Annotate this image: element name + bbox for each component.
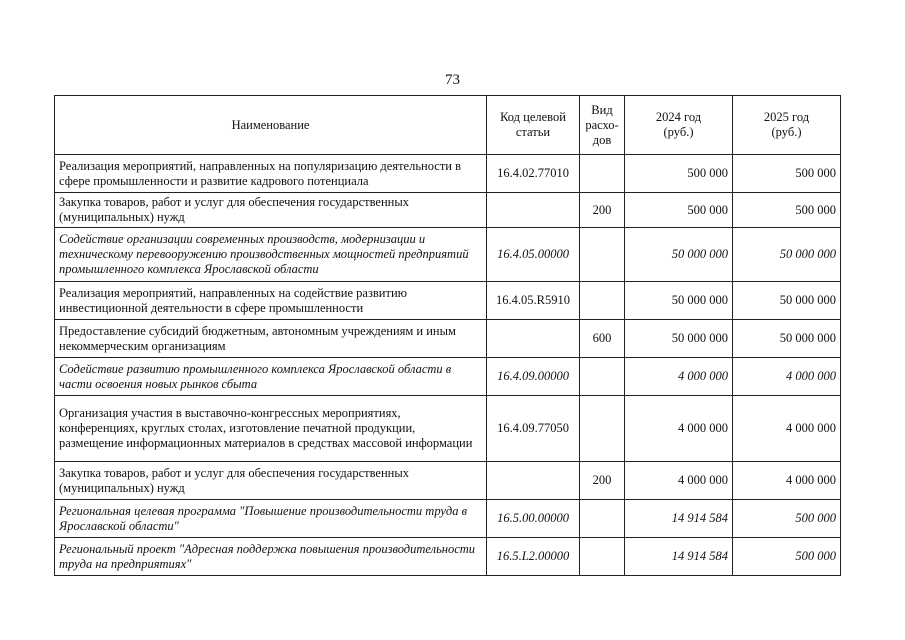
row-amount-2025: 4 000 000 <box>733 396 841 462</box>
row-name: Реализация мероприятий, направленных на содействие развитию инвестиционной деятельности в сфере промышленности <box>55 282 487 320</box>
table-row <box>55 538 841 576</box>
row-amount-2025: 500 000 <box>733 538 841 576</box>
row-amount-2024: 50 000 000 <box>625 228 733 282</box>
row-amount-2024: 50 000 000 <box>625 320 733 358</box>
row-amount-2024: 4 000 000 <box>625 462 733 500</box>
row-code <box>487 193 580 228</box>
row-expense-type: 200 <box>580 193 625 228</box>
row-code: 16.4.05.R5910 <box>487 282 580 320</box>
row-expense-type: 600 <box>580 320 625 358</box>
row-amount-2025: 500 000 <box>733 155 841 193</box>
row-amount-2025: 4 000 000 <box>733 462 841 500</box>
page-number: 73 <box>445 72 460 88</box>
row-name: Содействие организации современных производств, модернизации и техническому перевооружению производственных мощностей предприятий промышленного комплекса Ярославской области <box>55 228 487 282</box>
row-expense-type <box>580 358 625 396</box>
table-row <box>55 155 841 193</box>
row-amount-2024: 14 914 584 <box>625 538 733 576</box>
table-row <box>55 358 841 396</box>
row-code <box>487 462 580 500</box>
table-row <box>55 228 841 282</box>
row-name: Организация участия в выставочно-конгрессных мероприятиях, конференциях, круглых столах, изготовление печатной продукции, размещение информационных материалов в средствах массовой информации <box>55 396 487 462</box>
table-row <box>55 320 841 358</box>
row-amount-2024: 4 000 000 <box>625 358 733 396</box>
row-amount-2024: 50 000 000 <box>625 282 733 320</box>
row-name: Закупка товаров, работ и услуг для обеспечения государственных (муниципальных) нужд <box>55 462 487 500</box>
row-name: Реализация мероприятий, направленных на популяризацию деятельности в сфере промышленности и развитие кадрового потенциала <box>55 155 487 193</box>
table-row <box>55 282 841 320</box>
row-expense-type <box>580 282 625 320</box>
table-header-row <box>55 96 841 155</box>
row-expense-type <box>580 538 625 576</box>
row-amount-2024: 500 000 <box>625 193 733 228</box>
row-name: Региональный проект "Адресная поддержка повышения производительности труда на предприятиях" <box>55 538 487 576</box>
row-expense-type <box>580 228 625 282</box>
table-row <box>55 462 841 500</box>
row-code: 16.4.05.00000 <box>487 228 580 282</box>
header-year-2025: 2025 год (руб.) <box>733 96 841 155</box>
row-amount-2024: 14 914 584 <box>625 500 733 538</box>
table-row <box>55 193 841 228</box>
row-code: 16.5.L2.00000 <box>487 538 580 576</box>
row-code: 16.5.00.00000 <box>487 500 580 538</box>
budget-table <box>54 95 841 576</box>
header-expense-type: Вид расхо- дов <box>580 96 625 155</box>
row-amount-2025: 500 000 <box>733 500 841 538</box>
row-expense-type: 200 <box>580 462 625 500</box>
row-amount-2025: 50 000 000 <box>733 320 841 358</box>
row-name: Региональная целевая программа "Повышение производительности труда в Ярославской области" <box>55 500 487 538</box>
row-name: Содействие развитию промышленного комплекса Ярославской области в части освоения новых рынков сбыта <box>55 358 487 396</box>
row-expense-type <box>580 500 625 538</box>
header-name: Наименование <box>55 96 487 155</box>
header-year-2024: 2024 год (руб.) <box>625 96 733 155</box>
row-amount-2025: 50 000 000 <box>733 282 841 320</box>
table-row <box>55 500 841 538</box>
row-amount-2025: 4 000 000 <box>733 358 841 396</box>
row-amount-2025: 50 000 000 <box>733 228 841 282</box>
row-name: Предоставление субсидий бюджетным, автономным учреждениям и иным некоммерческим организациям <box>55 320 487 358</box>
row-expense-type <box>580 396 625 462</box>
row-code: 16.4.09.77050 <box>487 396 580 462</box>
row-name: Закупка товаров, работ и услуг для обеспечения государственных (муниципальных) нужд <box>55 193 487 228</box>
row-code <box>487 320 580 358</box>
row-amount-2025: 500 000 <box>733 193 841 228</box>
table-body <box>55 155 841 576</box>
table-row <box>55 396 841 462</box>
row-expense-type <box>580 155 625 193</box>
row-code: 16.4.02.77010 <box>487 155 580 193</box>
row-amount-2024: 500 000 <box>625 155 733 193</box>
row-code: 16.4.09.00000 <box>487 358 580 396</box>
row-amount-2024: 4 000 000 <box>625 396 733 462</box>
header-code: Код целевой статьи <box>487 96 580 155</box>
